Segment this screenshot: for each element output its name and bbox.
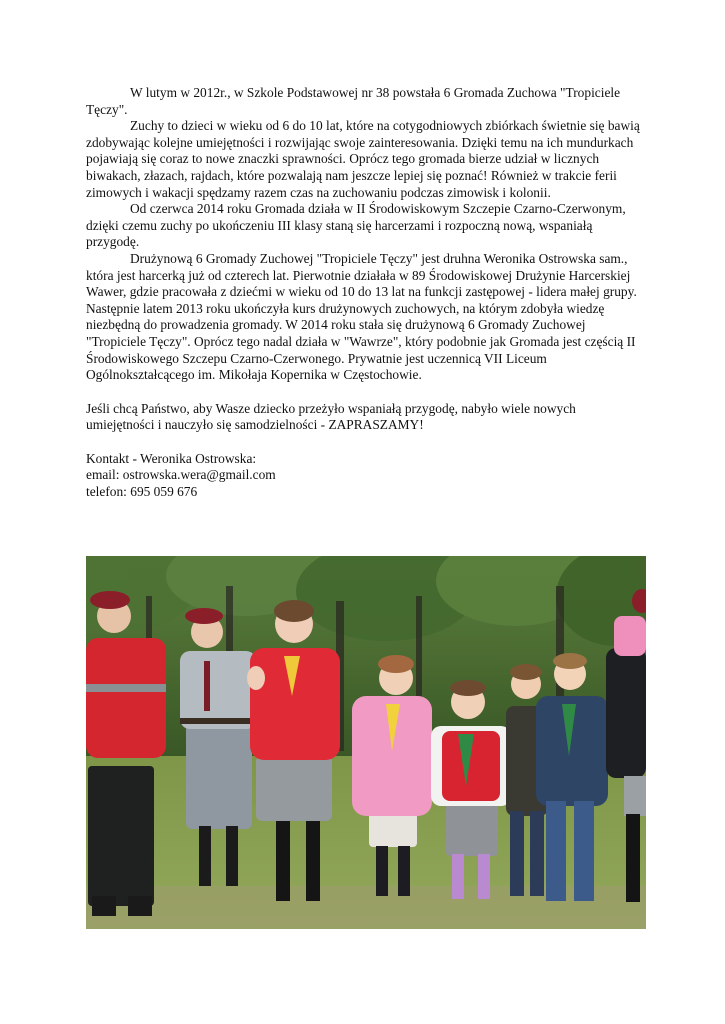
paragraph-founding: W lutym w 2012r., w Szkole Podstawowej nr 38 powstała 6 Gromada Zuchowa "Tropiciele Tęczy".: [86, 85, 621, 117]
contact-email[interactable]: email: ostrowska.wera@gmail.com: [86, 467, 276, 483]
group-photo-illustration: [86, 556, 646, 929]
paragraph-szczep: Od czerwca 2014 roku Gromada działa w II Środowiskowym Szczepie Czarno-Czerwonym, dzięki czemu zuchy po ukończeniu III klasy staną się harcerzami i rozpoczną nową, wspaniałą przygodę.: [86, 201, 626, 250]
group-photo: [86, 556, 646, 929]
contact-heading: Kontakt - Weronika Ostrowska:: [86, 450, 257, 466]
paragraph-leader: Drużynową 6 Gromady Zuchowej "Tropiciele Tęczy" jest druhna Weronika Ostrowska sam., która jest harcerką już od czterech lat. Pierwotnie działała w 89 Środowiskowej Drużynie Harcerskiej Wawer, gdzie pracowała z dziećmi w wieku od 10 do 13 lat na funkcji zastępowej - lidera małej grupy. Następnie latem 2013 roku ukończyła kurs drużynowych zuchowych, na którym zdobyła wiedzę niezbędną do prowadzenia gromady. W 2014 roku stała się drużynową 6 Gromady Zuchowej "Tropiciele Tęczy". Oprócz tego nadal działa w "Wawrze", który podobnie jak Gromada jest częścią II Środowiskowego Szczepu Czarno-Czerwonego. Prywatnie jest uczennicą VII Liceum Ogólnokształcącego im. Mikołaja Kopernika w Częstochowie.: [86, 250, 637, 383]
person-boy-red-jacket: [86, 591, 166, 916]
spacer: [86, 384, 646, 401]
spacer: [86, 434, 646, 451]
paragraph-invitation: Jeśli chcą Państwo, aby Wasze dziecko przeżyło wspaniałą przygodę, nabyło wiele nowych umiejętności i nauczyło się samodzielności - ZAPRASZAMY!: [86, 400, 576, 433]
paragraph-about-zuchy: Zuchy to dzieci w wieku od 6 do 10 lat, które na cotygodniowych zbiórkach świetnie się bawią zdobywając kolejne umiejętności i rozwijając swoje zainteresowania. Dzięki temu na ich mundurkach pojawiają się coraz to nowe znaczki sprawności. Oprócz tego gromada bierze udział w licznych biwakach, złazach, rajdach, które pozwalają nam jeszcze lepiej się poznać! Również w trakcie ferii zimowych i wakacji spędzamy razem czas na zuchowaniu podczas zimowisk i kolonii.: [86, 118, 640, 200]
article-text: [86, 85, 646, 501]
contact-phone: telefon: 695 059 676: [86, 484, 198, 500]
